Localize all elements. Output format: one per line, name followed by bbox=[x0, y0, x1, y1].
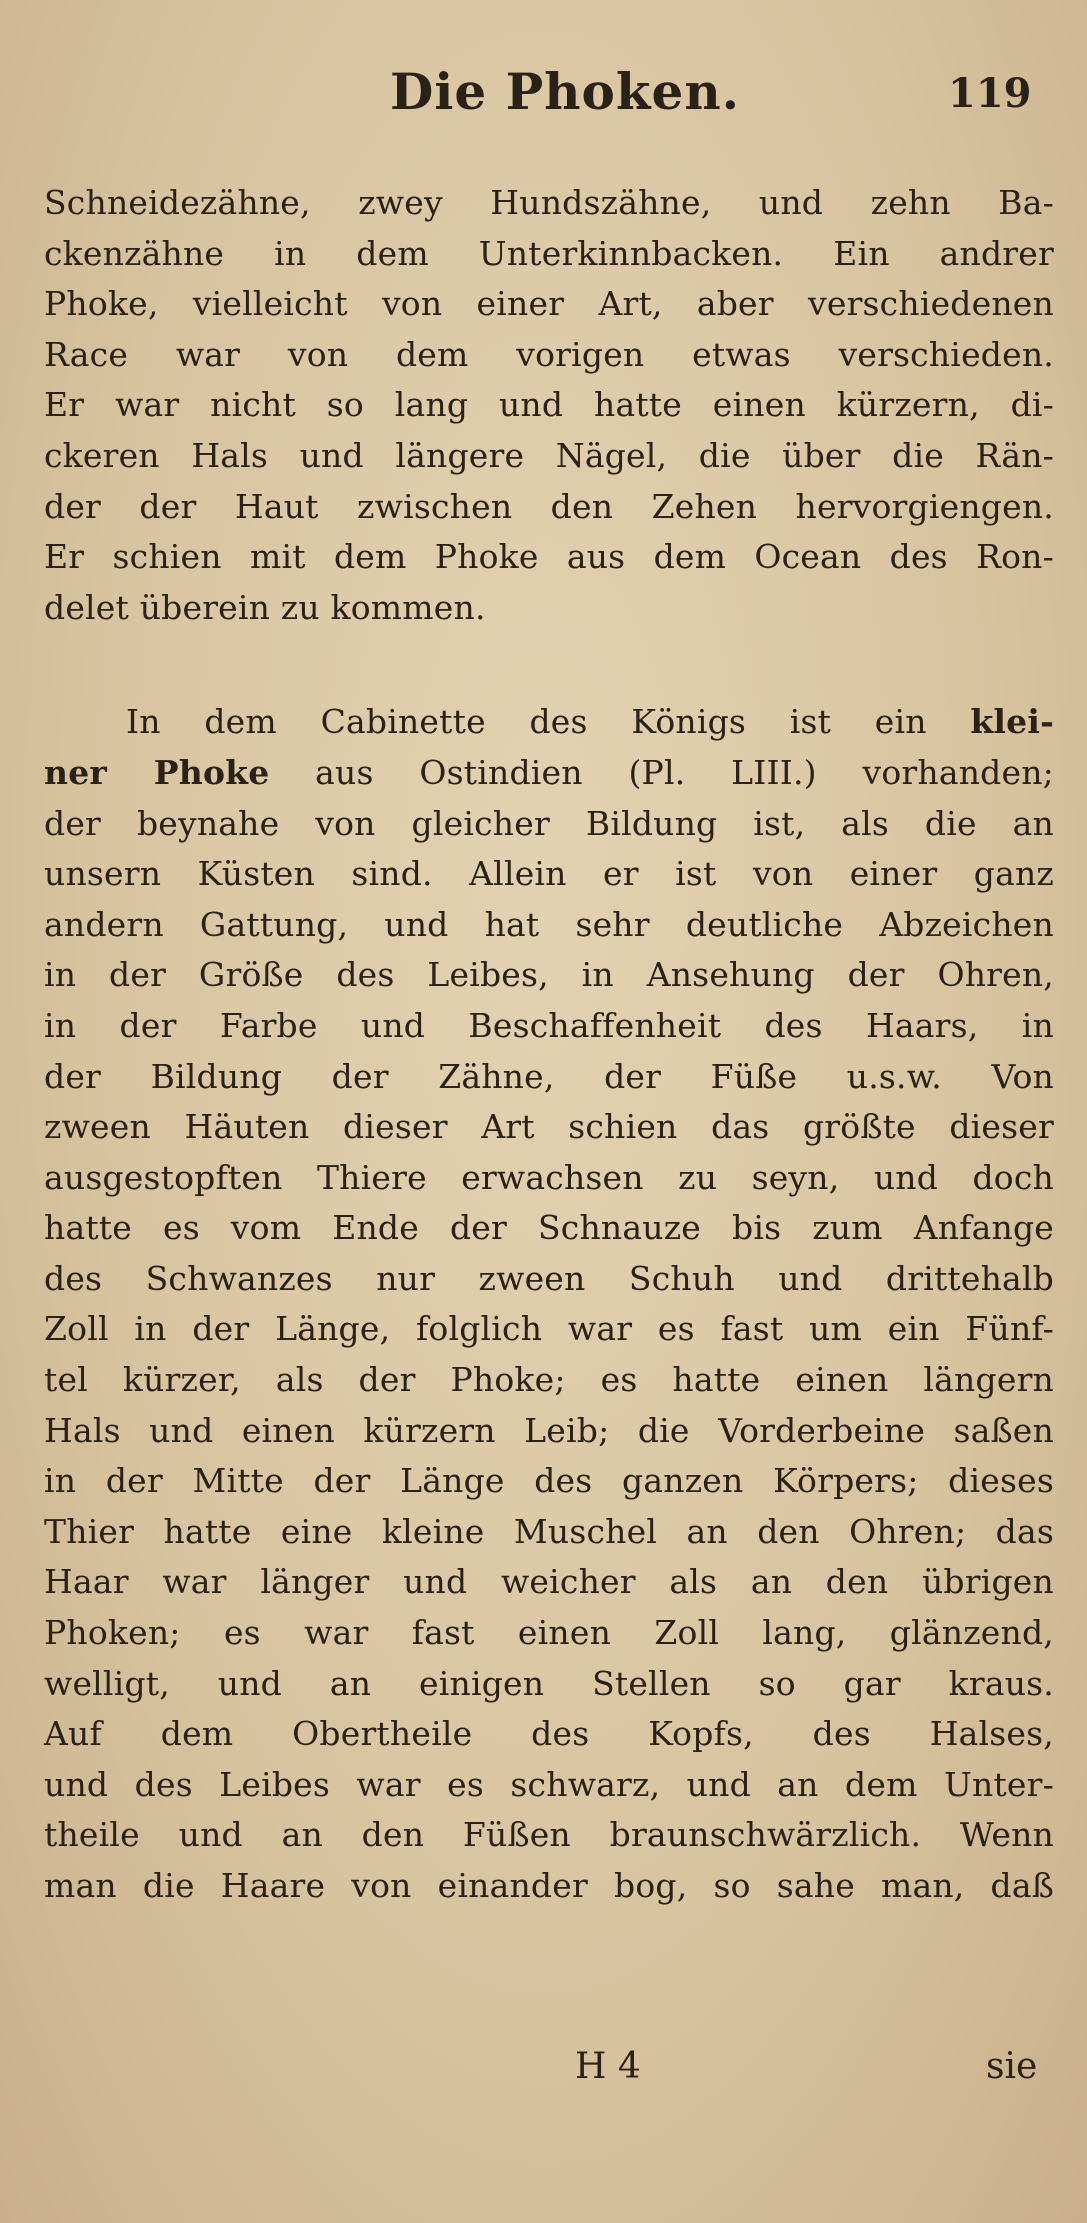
text-run: aus Ostindien (Pl. LIII.) vorhanden; bbox=[269, 752, 1055, 792]
text-line: in der Mitte der Länge des ganzen Körpers; dieses bbox=[44, 1461, 1054, 1501]
text-line: Hals und einen kürzern Leib; die Vorderbeine saßen bbox=[44, 1410, 1054, 1450]
text-line: theile und an den Füßen braunschwärzlich. Wenn bbox=[44, 1815, 1054, 1855]
text-line: Er schien mit dem Phoke aus dem Ocean des Ron- bbox=[44, 537, 1054, 577]
text-line: Auf dem Obertheile des Kopfs, des Halses, bbox=[44, 1714, 1054, 1754]
text-line: man die Haare von einander bog, so sahe man, daß bbox=[44, 1866, 1054, 1905]
text-line: ausgestopften Thiere erwachsen zu seyn, und doch bbox=[44, 1157, 1054, 1197]
text-line: unsern Küsten sind. Allein er ist von einer ganz bbox=[44, 854, 1054, 894]
running-title: Die Phoken. bbox=[390, 62, 741, 121]
page-header bbox=[0, 58, 1087, 128]
text-line: welligt, und an einigen Stellen so gar kraus. bbox=[44, 1663, 1054, 1703]
emphasis-run: ner Phoke bbox=[44, 752, 270, 792]
text-line: hatte es vom Ende der Schnauze bis zum Anfange bbox=[44, 1208, 1054, 1248]
text-line: Haar war länger und weicher als an den übrigen bbox=[44, 1562, 1054, 1602]
text-line: und des Leibes war es schwarz, und an dem Unter- bbox=[44, 1764, 1054, 1804]
text-line bbox=[44, 748, 1054, 799]
body-text bbox=[44, 178, 1054, 1912]
catchword: sie bbox=[986, 2046, 1038, 2087]
text-line: Schneidezähne, zwey Hundszähne, und zehn Ba- bbox=[44, 183, 1054, 222]
text-line: in der Größe des Leibes, in Ansehung der Ohren, bbox=[44, 955, 1054, 995]
text-line: der Bildung der Zähne, der Füße u.s.w. Von bbox=[44, 1056, 1054, 1096]
text-run: In dem Cabinette des Königs ist ein bbox=[126, 702, 971, 742]
page-number: 119 bbox=[948, 70, 1032, 117]
emphasis-run: klei- bbox=[970, 702, 1054, 742]
text-line: in der Farbe und Beschaffenheit des Haars, in bbox=[44, 1005, 1054, 1045]
text-line: zween Häuten dieser Art schien das größte dieser bbox=[44, 1107, 1054, 1147]
text-line: tel kürzer, als der Phoke; es hatte einen längern bbox=[44, 1360, 1054, 1400]
text-line: Thier hatte eine kleine Muschel an den Ohren; das bbox=[44, 1511, 1054, 1551]
text-line: der der Haut zwischen den Zehen hervorgiengen. bbox=[44, 486, 1054, 526]
text-line bbox=[44, 697, 1054, 748]
text-line: delet überein zu kommen. bbox=[44, 587, 486, 627]
text-line: andern Gattung, und hat sehr deutliche Abzeichen bbox=[44, 904, 1054, 944]
text-line: Phoke, vielleicht von einer Art, aber verschiedenen bbox=[44, 284, 1054, 324]
text-line: ckeren Hals und längere Nägel, die über die Rän- bbox=[44, 435, 1054, 475]
page-footer bbox=[0, 2046, 1087, 2106]
text-line: Race war von dem vorigen etwas verschieden. bbox=[44, 334, 1054, 374]
text-line: Er war nicht so lang und hatte einen kürzern, di- bbox=[44, 385, 1054, 425]
text-line: Zoll in der Länge, folglich war es fast um ein Fünf- bbox=[44, 1309, 1054, 1349]
text-line: der beynahe von gleicher Bildung ist, als die an bbox=[44, 803, 1054, 843]
signature-mark: H 4 bbox=[575, 2046, 641, 2087]
text-line: Phoken; es war fast einen Zoll lang, glänzend, bbox=[44, 1613, 1054, 1653]
paragraph-gap bbox=[44, 633, 1054, 697]
text-line: des Schwanzes nur zween Schuh und drittehalb bbox=[44, 1258, 1054, 1298]
text-line: ckenzähne in dem Unterkinnbacken. Ein andrer bbox=[44, 233, 1054, 273]
